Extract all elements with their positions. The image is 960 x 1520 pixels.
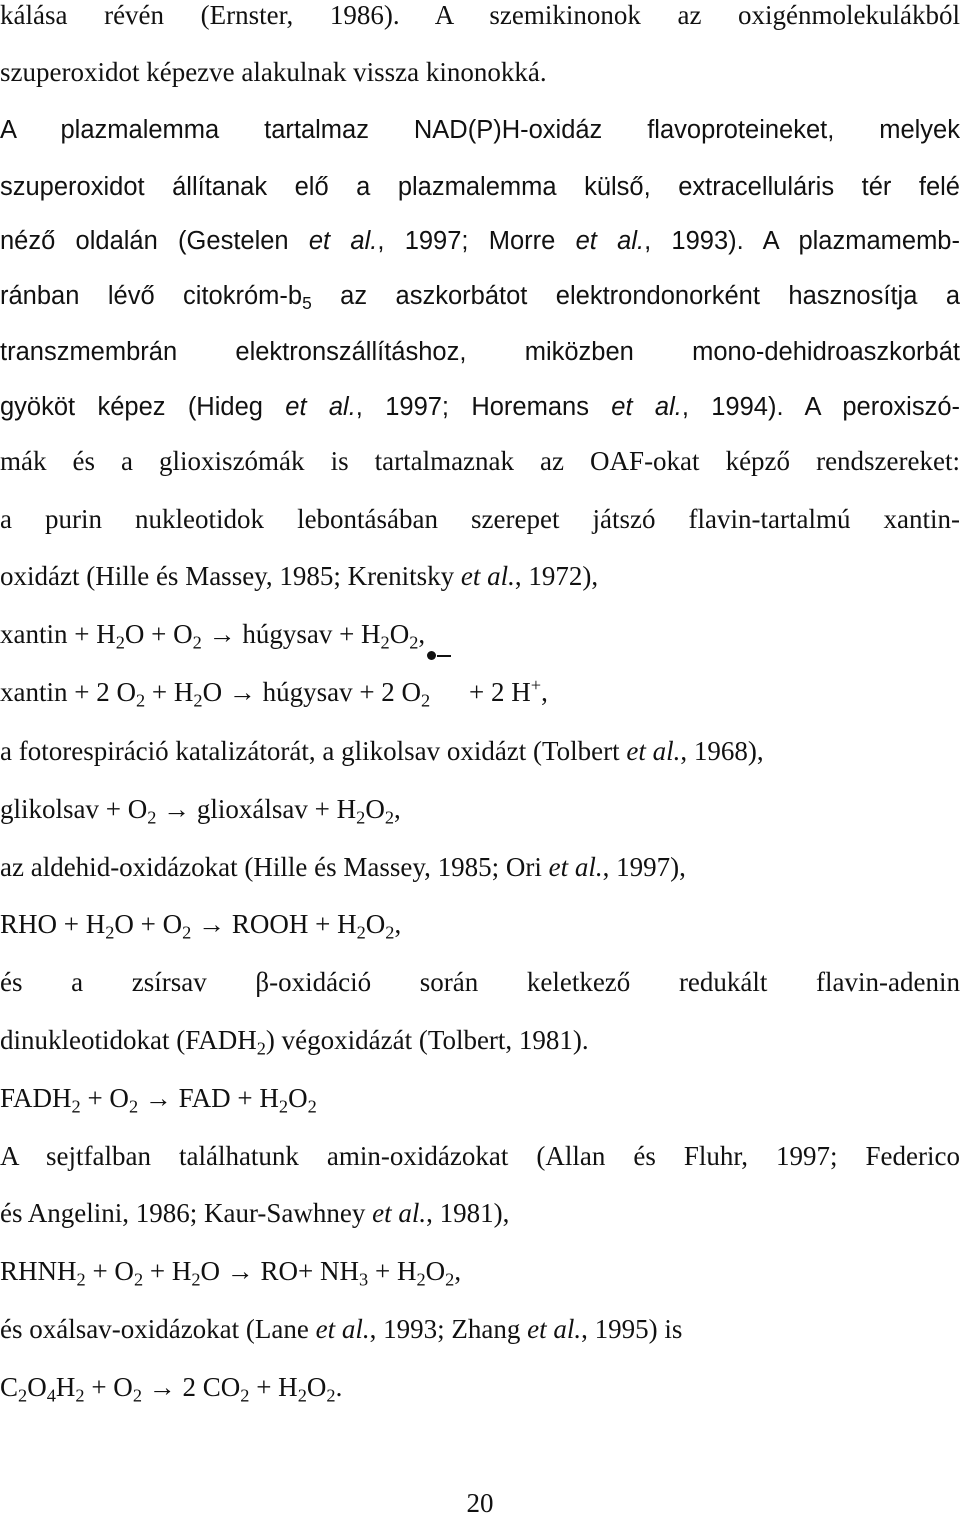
text-line: kálása révén (Ernster, 1986). A szemikinonok az oxigénmolekulákból — [0, 0, 960, 30]
text-line: és Angelini, 1986; Kaur-Sawhney et al., 1981), — [0, 1198, 510, 1228]
equation-line: $RHNH_2 + O_2 + H_2O \to RO+ NH_3 + H_2O_2$, — [0, 1256, 462, 1290]
text-line: néző oldalán (Gestelen et al., 1997; Morre et al., 1993). A plazmamemb- — [0, 227, 960, 255]
equation-line: $FADH_2 + O_2$ → FAD + $H_2O_2$ — [0, 1083, 317, 1117]
text-line: A sejtfalban találhatunk amin-oxidázokat (Allan és Fluhr, 1997; Federico — [0, 1141, 960, 1171]
radical-anion-symbol: 2 — [421, 663, 430, 721]
equation-line: xantin + $H_2O + O_2$ → húgysav + $H_2O_2$, — [0, 619, 426, 653]
text-line: gyököt képez (Hideg et al., 1997; Horemans et al., 1994). A peroxiszó- — [0, 393, 960, 421]
text-line: dinukleotidokat $(FADH_2)$ végoxidázát (Tolbert, 1981). — [0, 1025, 589, 1059]
equation-line: $C_2O_4H_2 + O_2 \to 2$ $CO_2 + H_2O_2$. — [0, 1372, 343, 1406]
text-line: oxidázt (Hille és Massey, 1985; Krenitsky et al., 1972), — [0, 561, 599, 591]
text-line: az aldehid-oxidázokat (Hille és Massey, 1985; Ori et al., 1997), — [0, 852, 686, 882]
radical-dot — [427, 651, 436, 660]
page-number: 20 — [466, 1488, 494, 1518]
equation-line: xantin + 2 $O_2 + H_2O$ → húgysav + 2 $O_2$ + 2 H+, — [0, 663, 960, 721]
equation-line: RHO + $H_2O + O_2$ → ROOH + $H_2O_2$, — [0, 909, 402, 943]
text-line: szuperoxidot állítanak elő a plazmalemma külső, extracelluláris tér felé — [0, 173, 960, 201]
text-line: ránban lévő citokróm-$b_5$ az aszkorbátot elektrondonorként hasznosítja a — [0, 282, 960, 314]
text-line: a purin nukleotidok lebontásában szerepet játszó flavin-tartalmú xantin- — [0, 504, 960, 534]
text-line: a fotorespiráció katalizátorát, a glikolsav oxidázt (Tolbert et al., 1968), — [0, 736, 764, 766]
text-line: transzmembrán elektronszállításhoz, miközben mono-dehidroaszkorbát — [0, 338, 960, 366]
text-line: szuperoxidot képezve alakulnak vissza kinonokká. — [0, 57, 547, 87]
text-line: és oxálsav-oxidázokat (Lane et al., 1993; Zhang et al., 1995) is — [0, 1314, 683, 1344]
text-line: és a zsírsav β-oxidáció során keletkező redukált flavin-adenin — [0, 967, 960, 997]
equation-line: glikolsav + $O_2$ → glioxálsav + $H_2O_2$, — [0, 794, 401, 828]
text-line: mák és a glioxiszómák is tartalmaznak az OAF-okat képző rendszereket: — [0, 446, 960, 476]
negative-charge-bar — [437, 655, 451, 657]
text-line: A plazmalemma tartalmaz NAD(P)H-oxidáz flavoproteineket, melyek — [0, 116, 960, 144]
